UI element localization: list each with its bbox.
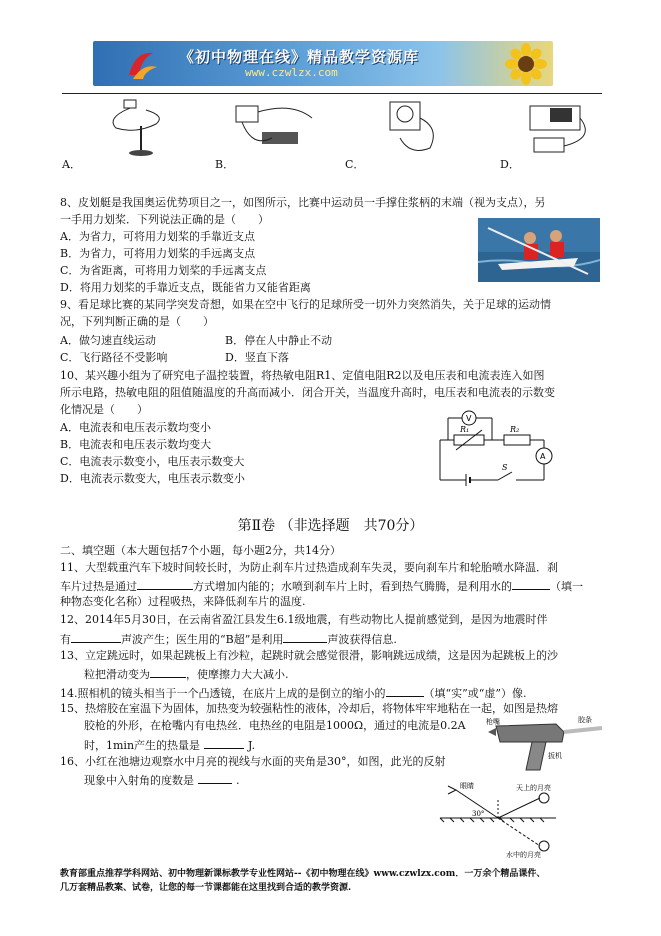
q13-text-b: ，使摩擦力大大减小. xyxy=(186,668,289,681)
r1-label: R₁ xyxy=(460,425,470,434)
q7-figure-c xyxy=(370,98,450,160)
footer-line-2: 几万套精品教案、试卷，让您的每一节课都能在这里找到合适的教学资源. xyxy=(60,883,352,893)
q7-figure-a xyxy=(96,98,176,160)
header-banner xyxy=(93,41,553,86)
q15-text-b: J. xyxy=(248,739,256,752)
q7-figure-d xyxy=(520,98,600,160)
q16-blank-1[interactable] xyxy=(198,772,232,784)
q10-circuit-diagram xyxy=(436,410,556,486)
q16-line-2 xyxy=(84,772,240,788)
q11-line-3: 种物态变化名称）过程吸热，来降低刹车片的温度. xyxy=(60,595,306,608)
q12-text-b: 声波产生；医生用的“B超”是利用 xyxy=(121,633,284,646)
q9-stem-1: 9、看足球比赛的某同学突发奇想，如果在空中飞行的足球所受一切外力突然消失，关于足球的运动情 xyxy=(60,298,551,311)
q15-text-a: 时，1min产生的热量是 xyxy=(84,739,201,752)
q8-option-c: C．为省距离，可将用力划桨的手远离支点 xyxy=(60,264,267,277)
angle-label: 30° xyxy=(472,810,485,818)
q9-option-a: A．做匀速直线运动 xyxy=(60,334,156,347)
ammeter-label: A xyxy=(540,452,546,461)
section-2-intro: 二、填空题（本大题包括7个小题，每小题2分，共14分） xyxy=(60,544,341,557)
q15-line-2: 胶枪的外形，在枪嘴内有电热丝．电热丝的电阻是1000Ω，通过的电流是0.2A xyxy=(84,719,466,732)
q10-stem-3: 化情况是（ ） xyxy=(60,403,148,416)
header-divider xyxy=(62,93,602,94)
q11-blank-2[interactable] xyxy=(512,578,550,590)
q8-option-d: D．将用力划桨的手靠近支点，既能省力又能省距离 xyxy=(60,281,311,294)
q10-option-c: C．电流表示数变小，电压表示数变大 xyxy=(60,455,245,468)
q13-line-2 xyxy=(84,666,289,682)
glue-gun-trigger-label: 扳机 xyxy=(548,752,562,760)
q8-stem-1: 8、皮划艇是我国奥运优势项目之一，如图所示，比赛中运动员一手撑住浆柄的末端（视为支点），另 xyxy=(60,196,546,209)
q13-line-1: 13、立定跳远时，如果起跳板上有沙粒，起跳时就会感觉很滑，影响跳远成绩，这是因为起跳板上的沙 xyxy=(60,649,558,662)
sunflower-icon xyxy=(505,43,547,85)
voltmeter-label: V xyxy=(466,414,472,423)
q7-figure-b xyxy=(232,98,322,160)
q9-option-c: C．飞行路径不受影响 xyxy=(60,351,168,364)
q14-line-1 xyxy=(60,685,527,701)
q8-option-a: A．为省力，可将用力划桨的手靠近支点 xyxy=(60,230,255,243)
q13-blank-1[interactable] xyxy=(150,666,186,678)
q15-line-1: 15、热熔胶在室温下为固体，加热变为较强粘性的液体，冷却后，将物体牢牢地粘在一起，如图是热熔 xyxy=(60,702,558,715)
r2-label: R₂ xyxy=(510,425,520,434)
banner-title: 《初中物理在线》精品教学资源库 xyxy=(179,48,420,66)
q14-blank-1[interactable] xyxy=(386,685,424,697)
banner-url[interactable]: www.czwlzx.com xyxy=(245,66,338,79)
glue-gun-stick-label: 胶条 xyxy=(578,716,592,724)
q16-text-a: 现象中入射角的度数是 xyxy=(84,774,194,787)
q11-text-c: （填一 xyxy=(550,580,583,593)
q7-option-d: D． xyxy=(500,158,520,171)
q11-line-1: 11、大型载重汽车下坡时间较长时，为防止刹车片过热造成刹车失灵，要向刹车片和轮胎喷水降温．刹 xyxy=(60,561,558,574)
q9-stem-2: 况，下列判断正确的是（ ） xyxy=(60,315,214,328)
q7-option-c: C． xyxy=(345,158,365,171)
q14-text-a: 14.照相机的镜头相当于一个凸透镜，在底片上成的是倒立的缩小的 xyxy=(60,687,386,700)
q7-option-a: A． xyxy=(62,158,81,171)
q7-option-b: B． xyxy=(215,158,235,171)
q8-stem-2: 一手用力划桨．下列说法正确的是（ ） xyxy=(60,213,269,226)
q12-blank-1[interactable] xyxy=(71,631,121,643)
section-2-title: 第Ⅱ卷 （非选择题 共70分） xyxy=(237,518,424,534)
site-logo-icon xyxy=(123,45,161,83)
q12-blank-2[interactable] xyxy=(283,631,327,643)
q9-option-d: D．竖直下落 xyxy=(225,351,289,364)
q11-text-a: 车片过热是通过 xyxy=(60,580,137,593)
q14-text-b: （填“实”或“虚”）像. xyxy=(423,687,527,700)
q12-text-a: 有 xyxy=(60,633,71,646)
q11-text-b: 方式增加内能的；水喷到刹车片上时，看到热气腾腾，是利用水的 xyxy=(193,580,512,593)
q16-line-1: 16、小红在池塘边观察水中月亮的视线与水面的夹角是30°，如图，此光的反射 xyxy=(60,755,446,768)
moon-reflection-figure xyxy=(436,778,566,858)
q15-line-3 xyxy=(84,737,255,753)
q16-text-b: . xyxy=(236,774,240,787)
glue-gun-nozzle-label: 枪嘴 xyxy=(486,718,500,726)
q10-stem-2: 所示电路，热敏电阻的阻值随温度的升高而减小．闭合开关，当温度升高时，电压表和电流表的示数变 xyxy=(60,386,555,399)
q15-blank-1[interactable] xyxy=(204,737,244,749)
q8-option-b: B．为省力，可将用力划桨的手远离支点 xyxy=(60,247,256,260)
footer-line-1: 教育部重点推荐学科网站、初中物理新课标教学专业性网站--《初中物理在线》www.czwlzx.com．一万余个精品课件、 xyxy=(60,869,546,879)
q13-text-a: 粒把滑动变为 xyxy=(84,668,150,681)
water-moon-label: 水中的月亮 xyxy=(506,851,541,858)
q10-option-a: A．电流表和电压表示数均变小 xyxy=(60,421,211,434)
q12-line-2 xyxy=(60,631,397,647)
q11-line-2 xyxy=(60,578,583,594)
q11-blank-1[interactable] xyxy=(137,578,193,590)
q10-stem-1: 10、某兴趣小组为了研究电子温控装置，将热敏电阻R1、定值电阻R2以及电压表和电流表连入如图 xyxy=(60,369,545,382)
glue-gun-figure xyxy=(486,714,604,772)
q12-text-c: 声波获得信息. xyxy=(327,633,397,646)
q9-option-b: B．停在人中静止不动 xyxy=(225,334,333,347)
q10-option-d: D．电流表示数变大，电压表示数变小 xyxy=(60,472,245,485)
sky-moon-label: 天上的月亮 xyxy=(516,784,551,792)
kayak-photo xyxy=(478,218,600,282)
q10-option-b: B．电流表和电压表示数均变大 xyxy=(60,438,212,451)
q12-line-1: 12、2014年5月30日，在云南省盈江县发生6.1级地震，有些动物比人提前感觉到，是因为地震时伴 xyxy=(60,613,548,626)
eye-label: 眼睛 xyxy=(460,782,474,790)
switch-label: S xyxy=(502,463,508,472)
